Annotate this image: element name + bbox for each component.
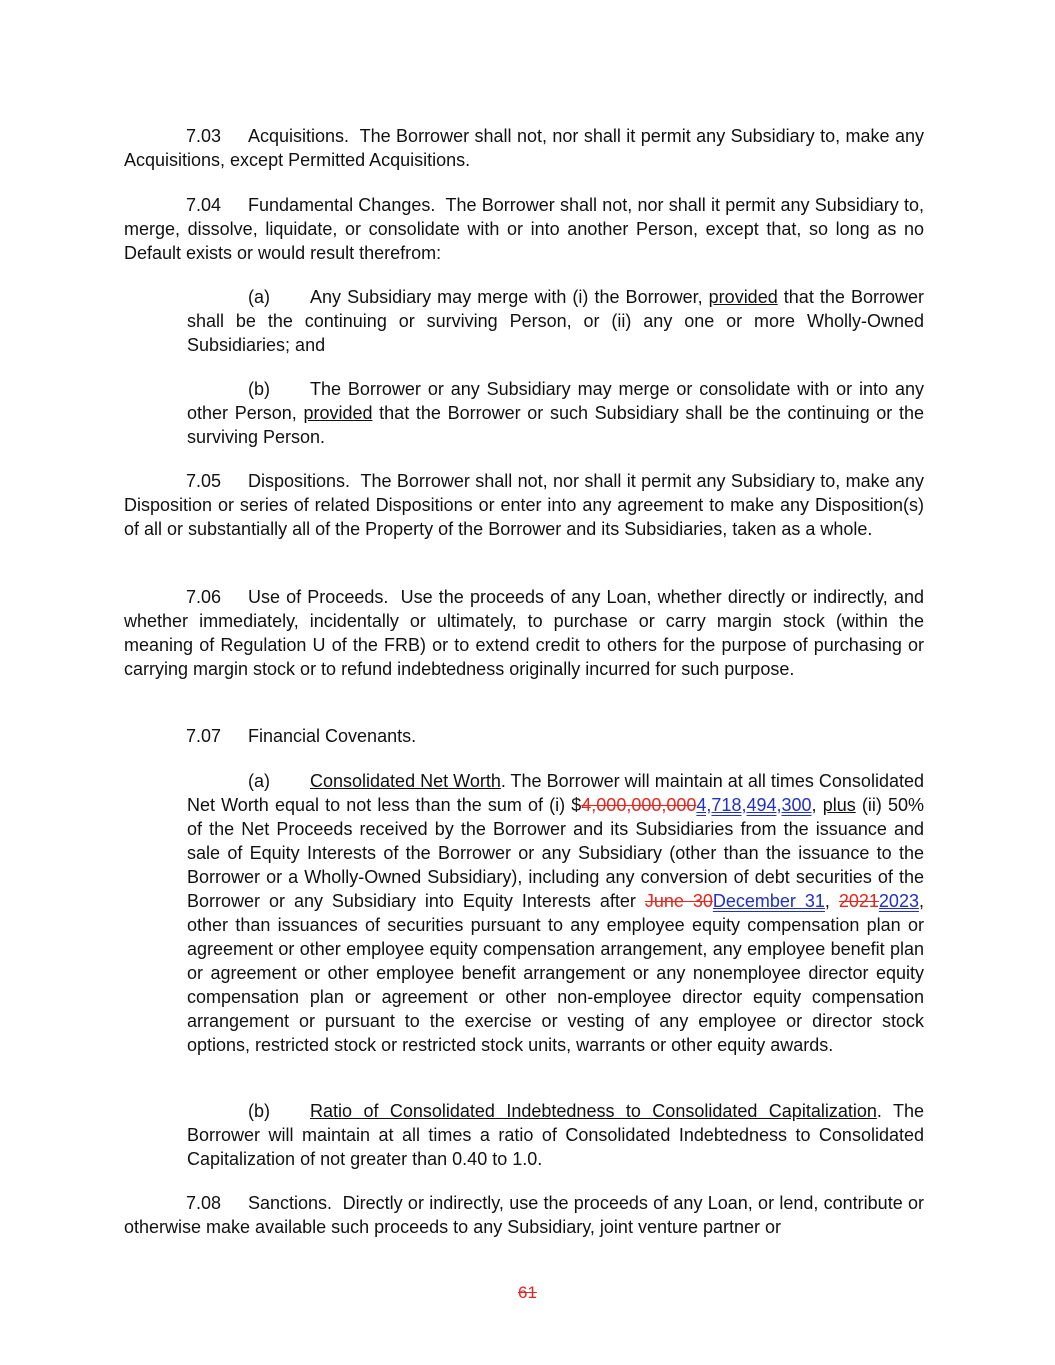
section-7-08 <box>124 1191 924 1239</box>
plus-term: plus <box>822 795 856 815</box>
section-text: The Borrower shall not, nor shall it permit any Subsidiary to, make any Disposition or series of related Dispositions or enter into any agreement to make any Disposition(s) of all or substantially all of the Property of the Borrower and its Subsidiaries, taken as a whole. <box>124 471 925 539</box>
section-7-03 <box>124 124 924 172</box>
clause-text: , other than issuances of securities pursuant to any employee equity compensation plan or agreement or other employee equity compensation arrangement, any employee benefit plan or agreement or other employee benefit arrangement or any nonemployee director equity compensation plan or agreement or other non-employee director equity compensation arrangement or pursuant to the exercise or vesting of any employee or director stock options, restricted stock or restricted stock units, warrants or other equity awards. <box>187 891 924 1055</box>
section-text: The Borrower shall not, nor shall it permit any Subsidiary to, merge, dissolve, liquidate, or consolidate with or into another Person, except that, so long as no Default exists or would result therefrom: <box>124 195 924 263</box>
clause-text: that the Borrower shall be the continuing or surviving Person, or (ii) any one or more Wholly-Owned Subsidiaries; and <box>187 287 924 355</box>
clause-7-07-b <box>187 1099 924 1171</box>
clause-text: . The Borrower will maintain at all times a ratio of Consolidated Indebtedness to Consolidated Capitalization of not greater than 0.40 to 1.0. <box>187 1101 924 1169</box>
section-7-06 <box>124 585 924 681</box>
section-title: Fundamental Changes. <box>248 195 436 215</box>
clause-text: (ii) 50% of the Net Proceeds received by the Borrower and its Subsidiaries from the issuance and sale of Equity Interests of the Borrower or any Subsidiary (other than the issuance to the Borrower or a Wholly-Owned Subsidiary), including any conversion of debt securities of the Borrower or any Subsidiary into Equity Interests after <box>187 795 925 911</box>
clause-label: (b) <box>248 379 270 399</box>
provided-term: provided <box>708 287 778 307</box>
clause-label: (a) <box>248 771 270 791</box>
section-text: The Borrower shall not, nor shall it permit any Subsidiary to, make any Acquisitions, except Permitted Acquisitions. <box>124 126 925 170</box>
section-number: 7.06 <box>186 587 222 607</box>
clause-text: The Borrower or any Subsidiary may merge or consolidate with or into any other Person, <box>187 379 924 423</box>
provided-term: provided <box>303 403 373 423</box>
clause-label: (a) <box>248 287 270 307</box>
section-number: 7.03 <box>186 126 222 146</box>
clause-text: , <box>811 795 817 815</box>
clause-text: . The Borrower will maintain at all times Consolidated Net Worth equal to not less than the sum of (i) $ <box>187 771 924 815</box>
section-title: Use of Proceeds. <box>248 587 389 607</box>
clause-7-04-a <box>187 285 924 357</box>
clause-7-07-a <box>187 769 924 1057</box>
clause-text: that the Borrower or such Subsidiary shall be the continuing or the surviving Person. <box>187 403 924 447</box>
clause-label: (b) <box>248 1101 270 1121</box>
section-7-04 <box>124 193 924 265</box>
deleted-date: June 30 <box>644 891 713 911</box>
clause-heading: Consolidated Net Worth <box>310 771 501 791</box>
page-number: 61 <box>518 1283 537 1302</box>
clause-heading: Ratio of Consolidated Indebtedness to Consolidated Capitalization <box>310 1101 877 1121</box>
clause-7-04-b <box>187 377 924 449</box>
deleted-amount: 4,000,000,000 <box>581 795 697 815</box>
inserted-date: December 31 <box>712 891 825 911</box>
section-text: Directly or indirectly, use the proceeds of any Loan, or lend, contribute or otherwise make available such proceeds to any Subsidiary, joint venture partner or <box>124 1193 924 1237</box>
clause-text: Any Subsidiary may merge with (i) the Borrower, <box>310 287 703 307</box>
section-title: Sanctions. <box>248 1193 333 1213</box>
section-number: 7.08 <box>186 1193 222 1213</box>
section-7-05 <box>124 469 924 541</box>
section-number: 7.05 <box>186 471 222 491</box>
section-title: Financial Covenants. <box>248 726 417 746</box>
inserted-amount: 4,718,494,300 <box>696 795 812 815</box>
inserted-year: 2023 <box>878 891 919 911</box>
section-title: Acquisitions. <box>248 126 350 146</box>
section-text: Use the proceeds of any Loan, whether directly or indirectly, and whether immediately, incidentally or ultimately, to purchase or carry margin stock (within the meaning of Regulation U of the FRB) or to extend credit to others for the purpose of purchasing or carrying margin stock or to refund indebtedness originally incurred for such purpose. <box>124 587 924 679</box>
section-7-07 <box>124 724 924 748</box>
section-number: 7.04 <box>186 195 222 215</box>
section-title: Dispositions. <box>248 471 351 491</box>
clause-text: , <box>824 891 830 911</box>
section-number: 7.07 <box>186 726 222 746</box>
deleted-year: 2021 <box>838 891 879 911</box>
